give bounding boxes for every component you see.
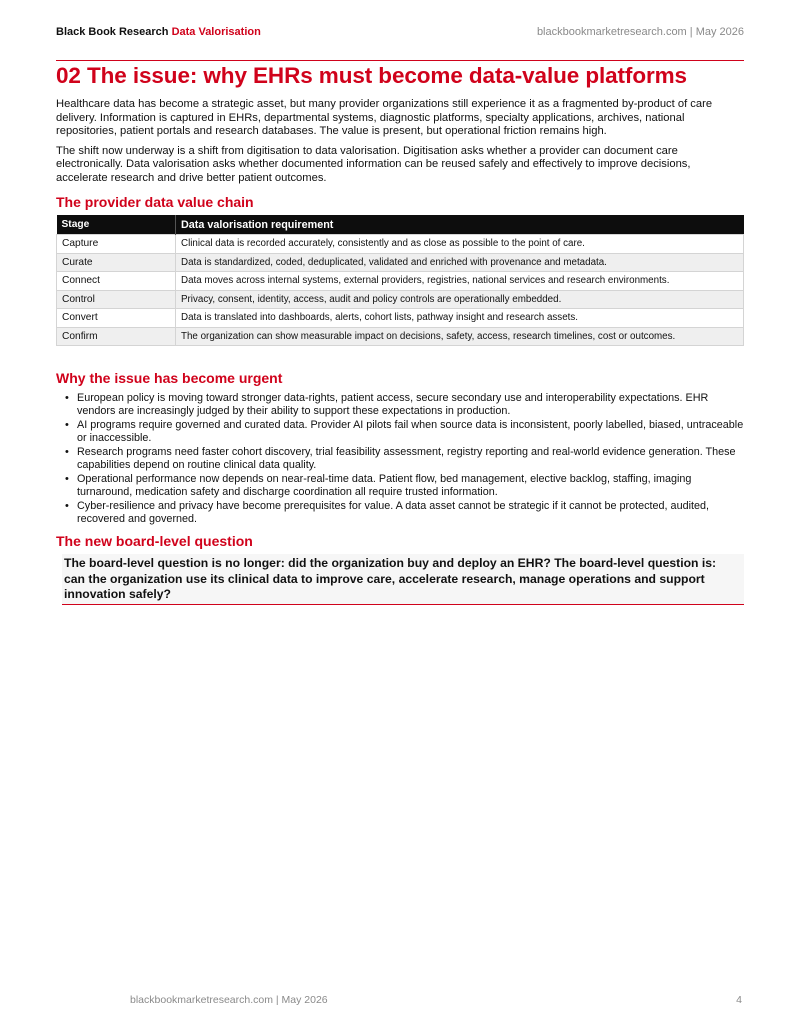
column-header-requirement: Data valorisation requirement	[176, 215, 744, 235]
requirement-cell: Data is translated into dashboards, alerts, cohort lists, pathway insight and research assets.	[176, 309, 744, 328]
requirement-cell: Data is standardized, coded, deduplicated, validated and enriched with provenance and metadata.	[176, 253, 744, 272]
table-row	[57, 272, 744, 291]
bullet-icon: •	[65, 392, 69, 404]
bullet-text: Operational performance now depends on near-real-time data. Patient flow, bed management, elective backlog, staffing, imaging turnaround, medication safety and discharge coordination all require trusted information.	[77, 473, 692, 498]
list-item	[65, 392, 744, 418]
value-chain-table	[56, 215, 744, 346]
urgent-bullet-list	[56, 392, 744, 526]
header-meta[interactable]: blackbookmarketresearch.com | May 2026	[536, 26, 744, 38]
bullet-icon: •	[65, 446, 69, 458]
brand-accent: Data Valorisation	[171, 26, 261, 38]
board-question-callout: The board-level question is no longer: did the organization buy and deploy an EHR? The board-level question is: can the organization use its clinical data to improve care, accelerate research, manage operations and support innovation safely?	[62, 554, 744, 605]
page-header	[56, 26, 744, 42]
stage-cell: Connect	[57, 272, 176, 291]
header-divider	[56, 60, 744, 61]
page-content	[56, 62, 744, 605]
requirement-cell: Privacy, consent, identity, access, audit and policy controls are operationally embedded.	[176, 290, 744, 309]
table-row	[57, 327, 744, 346]
list-item	[65, 500, 744, 526]
bullet-text: Cyber-resilience and privacy have become prerequisites for value. A data asset cannot be strategic if it cannot be protected, audited, recovered and governed.	[77, 500, 709, 525]
bullet-icon: •	[65, 419, 69, 431]
bullet-text: AI programs require governed and curated data. Provider AI pilots fail when source data is inconsistent, poorly labelled, biased, untraceable or inaccessible.	[77, 419, 744, 444]
list-item	[65, 446, 744, 472]
table-header-row	[57, 215, 744, 235]
brand	[56, 26, 261, 38]
table-row	[57, 253, 744, 272]
list-item	[65, 419, 744, 445]
requirement-cell: Data moves across internal systems, external providers, registries, national services and research environments.	[176, 272, 744, 291]
bullet-text: European policy is moving toward stronger data-rights, patient access, secure secondary use and interoperability expectations. EHR vendors are increasingly judged by their ability to support these expectations in production.	[77, 392, 709, 417]
table-row	[57, 290, 744, 309]
section-title: 02 The issue: why EHRs must become data-value platforms	[56, 63, 687, 88]
list-item	[65, 473, 744, 499]
bullet-icon: •	[65, 473, 69, 485]
stage-cell: Control	[57, 290, 176, 309]
value-chain-heading: The provider data value chain	[56, 194, 254, 210]
brand-name: Black Book Research	[56, 26, 169, 38]
stage-cell: Confirm	[57, 327, 176, 346]
stage-cell: Convert	[57, 309, 176, 328]
stage-cell: Capture	[57, 235, 176, 254]
bullet-icon: •	[65, 500, 69, 512]
stage-cell: Curate	[57, 253, 176, 272]
requirement-cell: Clinical data is recorded accurately, consistently and as close as possible to the point of care.	[176, 235, 744, 254]
intro-paragraph-2: The shift now underway is a shift from digitisation to data valorisation. Digitisation asks whether a provider can document care electronically. Data valorisation asks whether documented information can be reused safely and effectively to improve decisions, accelerate research and drive better patient outcomes.	[56, 144, 691, 184]
footer-source[interactable]: blackbookmarketresearch.com | May 2026	[130, 994, 328, 1006]
intro-paragraph-1: Healthcare data has become a strategic asset, but many provider organizations still experience it as a fragmented by-product of care delivery. Information is captured in EHRs, departmental systems, diagnostic platforms, specialty applications, archives, national repositories, patient portals and research databases. The value is present, but operational friction remains high.	[56, 98, 713, 137]
bullet-text: Research programs need faster cohort discovery, trial feasibility assessment, registry reporting and real-world evidence generation. These capabilities depend on routine clinical data quality.	[77, 446, 736, 471]
column-header-stage: Stage	[57, 215, 176, 235]
table-row	[57, 309, 744, 328]
page-number: 4	[736, 994, 742, 1006]
requirement-cell: The organization can show measurable impact on decisions, safety, access, research timelines, cost or outcomes.	[176, 327, 744, 346]
table-row	[57, 235, 744, 254]
urgent-heading: Why the issue has become urgent	[56, 370, 283, 386]
board-question-heading: The new board-level question	[56, 533, 253, 549]
